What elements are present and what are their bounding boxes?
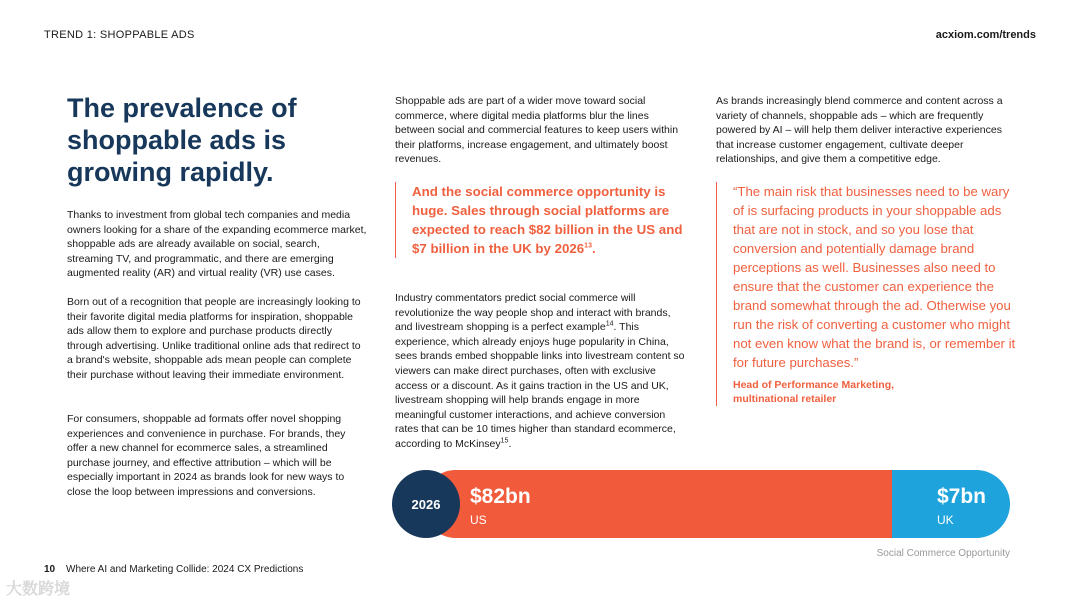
col1-paragraph-2: Born out of a recognition that people are increasingly looking to their favorite digital media platforms for inspiration, shoppable ads allow them to explore and purchase products directly through advertising. Unlike traditional online ads that redirect to a brand's website, shoppable ads mean people can complete their purchase without leaving their immediate environment. [67,296,361,381]
col2-paragraph-2a: Industry commentators predict social commerce will revolutionize the way people shop and interact with brands, and livestream shopping is a perfect example [395,292,671,334]
stat-caption: Social Commerce Opportunity [876,548,1010,559]
uk-value: $7bn [937,485,987,508]
uk-label: UK [937,513,954,527]
col1-paragraph-1: Thanks to investment from global tech companies and media owners looking for a share of the expanding ecommerce market, shoppable ads are already available on social, search, streaming TV, and programmatic, and there are emerging augmented reality (AR) and virtual reality (VR) use cases. [67,209,367,280]
col1-paragraph-3: For consumers, shoppable ad formats offer novel shopping experiences and convenience in purchase. For brands, they offer a new channel for ecommerce sales, a streamlined purchase journey, and effective attribution – which will be especially important in 2024 as brands look for new ways to close the loop between impressions and conversions. [67,413,346,498]
year-badge: 2026 [392,470,460,538]
footnote-ref: 13 [584,242,592,250]
us-label: US [470,513,487,527]
footnote-ref: 14 [605,320,614,328]
watermark-logo: 大数跨境 [6,581,71,598]
footnote-ref: 15 [500,437,509,445]
site-url[interactable]: acxiom.com/trends [935,29,1036,41]
social-commerce-stat-bar [392,470,1010,538]
page-headline: The prevalence of shoppable ads is growing rapidly. [67,93,297,187]
attribution-role: Head of Performance Marketing, [733,379,895,391]
col3-paragraph-1: As brands increasingly blend commerce and content across a variety of channels, shoppable ads – which are frequently powered by AI – will help them deliver interactive experiences that increase customer engagement, cultivate deeper relationships, and give them a competitive edge. [716,95,1003,166]
section-label: TREND 1: SHOPPABLE ADS [44,29,195,41]
col2-paragraph-2b: This experience, which already enjoys huge popularity in China, sees brands embed shoppable links into livestream content so viewers can make direct purchases, often with exclusive access or a discount. As it gains traction in the US and UK, livestream shopping will help brands engage in more meaningful customer interactions, and achieve conversion rates that can be 10 times higher than standard ecommerce, according to McKinsey [395,321,685,450]
pull-quote-text: And the social commerce opportunity is huge. Sales through social platforms are expected to reach $82 billion in the US and $7 billion in the UK by 2026 [412,184,683,256]
footer-title: Where AI and Marketing Collide: 2024 CX Predictions [66,564,304,575]
quote-attribution [733,378,1016,406]
col2-paragraph-1: Shoppable ads are part of a wider move toward social commerce, where digital media platforms blur the lines between social and commercial features to keep users within their platforms, increase engagement, and ultimately boost revenues. [395,95,679,166]
quote-text: “The main risk that businesses need to be wary of is surfacing products in your shoppable ads that are not in stock, and so you lose that conversion and potentially damage brand perceptions as well. Businesses also need to ensure that the customer can experience the brand somewhat through the ad. Otherwise you run the risk of converting a customer who might not even know what the brand is, or remember it for future purchases.” [733,184,1016,370]
pull-quote: And the social commerce opportunity is huge. Sales through social platforms are expected to reach $82 billion in the US and $7 billion in the UK by 2026$^{13}$. [395,182,685,258]
us-value: $82bn [470,485,531,508]
attribution-org: multinational retailer [733,393,837,405]
col2-paragraph-2: Industry commentators predict social commerce will revolutionize the way people shop and interact with brands, and livestream shopping is a perfect example$^{14}$. This experience, which already enjoys huge popularity in China, sees brands embed shoppable links into livestream content so viewers can make direct purchases, often with exclusive access or a discount. As it gains traction in the US and UK, livestream shopping will help brands engage in more meaningful customer interactions, and achieve conversion rates that can be 10 times higher than standard ecommerce, according to McKinsey$^{15}$. [395,292,685,450]
testimonial-quote [716,182,1016,406]
page-number: 10 [44,564,56,575]
